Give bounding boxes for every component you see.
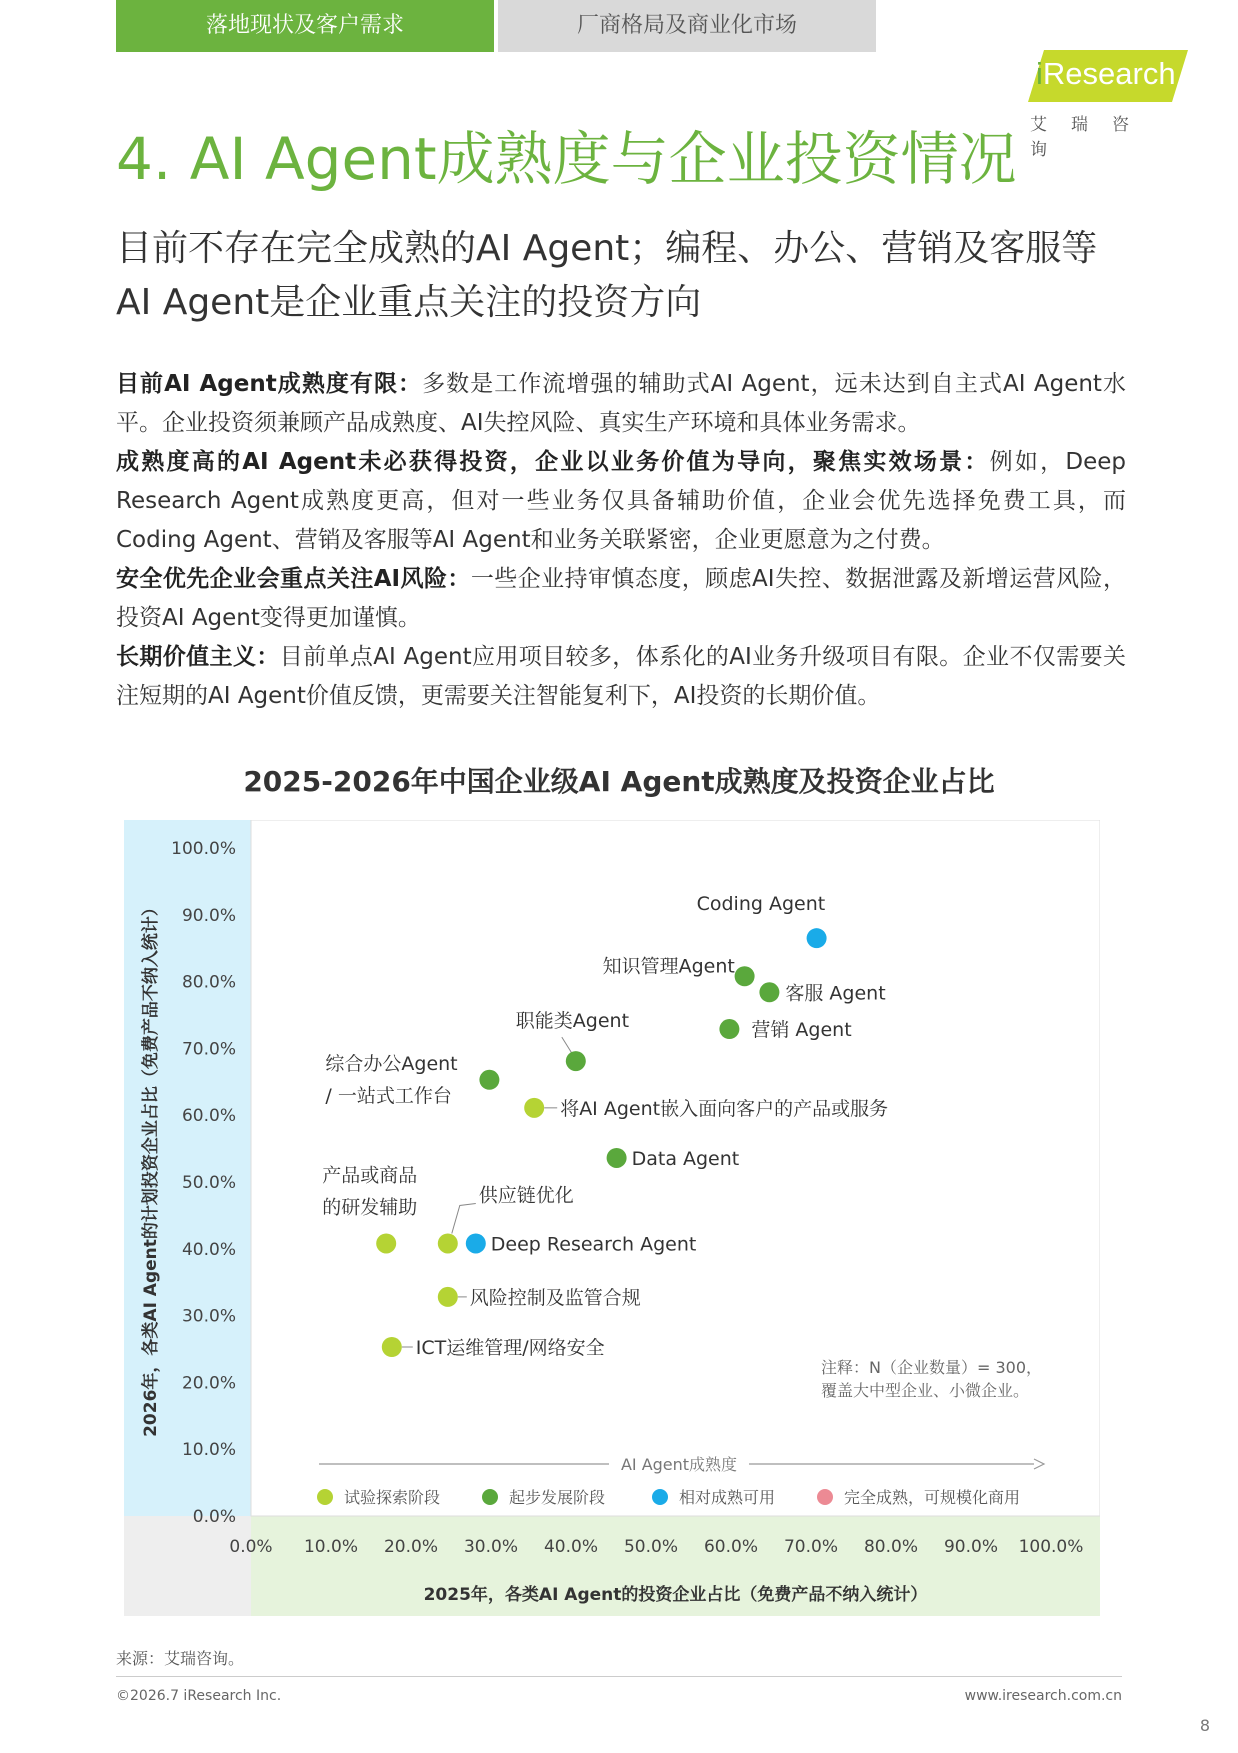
legend-label: 完全成熟，可规模化商用 <box>844 1488 1021 1507</box>
page-title: 4. AI Agent成熟度与企业投资情况 <box>116 125 1017 193</box>
data-point <box>607 1148 627 1168</box>
data-point-label: 的研发辅助 <box>322 1196 418 1219</box>
data-point-label: / 一站式工作台 <box>325 1084 452 1107</box>
x-tick-label: 90.0% <box>943 1537 999 1557</box>
y-tick-label: 40.0% <box>181 1239 236 1260</box>
y-tick-label: 100.0% <box>171 839 236 859</box>
data-point <box>719 1019 739 1039</box>
data-point <box>438 1233 458 1253</box>
x-tick-label: 0.0% <box>229 1537 273 1557</box>
paragraph-lead: 安全优先企业会重点关注AI风险： <box>116 566 471 592</box>
data-point-label: 职能类Agent <box>515 1010 630 1033</box>
legend-marker-full <box>817 1489 833 1505</box>
legend-marker-trial <box>317 1489 333 1505</box>
data-point-label: 综合办公Agent <box>325 1052 458 1075</box>
y-tick-label: 20.0% <box>181 1373 236 1394</box>
data-point-label: 营销 Agent <box>751 1019 852 1042</box>
legend-label: 试验探索阶段 <box>344 1488 441 1507</box>
legend-label: 起步发展阶段 <box>509 1488 606 1507</box>
data-point-label: Data Agent <box>631 1147 740 1170</box>
legend-marker-mature <box>652 1489 668 1505</box>
logo-cn: 艾瑞咨询 <box>1030 115 1153 160</box>
y-tick-label: 80.0% <box>181 972 236 993</box>
legend-label: 相对成熟可用 <box>679 1488 776 1507</box>
data-point-label: 风险控制及监管合规 <box>469 1286 641 1309</box>
data-point <box>566 1051 586 1071</box>
scatter-chart <box>124 820 1100 1616</box>
y-tick-label: 60.0% <box>181 1106 236 1127</box>
data-point <box>735 966 755 986</box>
corner-band <box>124 1516 251 1616</box>
data-point-label: ICT运维管理/网络安全 <box>415 1336 605 1359</box>
page-number: 8 <box>1199 1716 1210 1735</box>
x-tick-label: 80.0% <box>863 1537 919 1557</box>
y-tick-label: 0.0% <box>192 1507 236 1527</box>
x-tick-label: 60.0% <box>703 1537 759 1557</box>
x-tick-label: 20.0% <box>383 1537 439 1557</box>
data-point <box>382 1337 402 1357</box>
data-point <box>438 1287 458 1307</box>
maturity-arrow-label: AI Agent成熟度 <box>620 1455 738 1474</box>
legend-marker-early <box>482 1489 498 1505</box>
x-tick-label: 70.0% <box>783 1537 839 1557</box>
paragraph <box>116 365 1126 443</box>
x-tick-label: 50.0% <box>623 1537 679 1557</box>
chart-note: 注释：N（企业数量）= 300， <box>821 1358 1043 1377</box>
paragraph-body: 目前单点AI Agent应用项目较多，体系化的AI业务升级项目有限。企业不仅需要关注短期的AI Agent价值反馈，更需要关注智能复利下，AI投资的长期价值。 <box>116 644 1126 709</box>
paragraph <box>116 560 1126 638</box>
footer-divider <box>116 1676 1122 1677</box>
x-tick-label: 10.0% <box>303 1537 359 1557</box>
page-subtitle: 目前不存在完全成熟的AI Agent；编程、办公、营销及客服等AI Agent是企业重点关注的投资方向 <box>116 228 1098 323</box>
y-tick-label: 30.0% <box>181 1306 236 1327</box>
body-text <box>116 365 1126 716</box>
chart-svg <box>124 820 1100 1616</box>
data-point <box>479 1070 499 1090</box>
x-tick-label: 30.0% <box>463 1537 519 1557</box>
iresearch-logo <box>1022 48 1187 160</box>
source-note: 来源：艾瑞咨询。 <box>116 1649 245 1668</box>
tab-landing-status[interactable]: 落地现状及客户需求 <box>116 0 494 52</box>
y-axis-label: 2026年，各类AI Agent的计划投资企业占比（免费产品不纳入统计） <box>141 899 161 1437</box>
data-point-label: 产品或商品 <box>322 1164 418 1187</box>
footer-copyright: ©2026.7 iResearch Inc. <box>116 1688 282 1704</box>
data-point <box>807 928 827 948</box>
data-point <box>376 1233 396 1253</box>
y-tick-label: 50.0% <box>181 1173 236 1193</box>
paragraph-body: 例如，Deep Research Agent成熟度更高，但对一些业务仅具备辅助价值，企业会优先选择免费工具，而Coding Agent、营销及客服等AI Agent和业务关联紧密，企业更愿意为之付费。 <box>116 449 1126 553</box>
paragraph-body: 多数是工作流增强的辅助式AI Agent，远未达到自主式AI Agent水平。企业投资须兼顾产品成熟度、AI失控风险、真实生产环境和具体业务需求。 <box>116 371 1126 436</box>
data-point-label: 客服 Agent <box>785 982 886 1005</box>
paragraph <box>116 443 1126 560</box>
y-tick-label: 90.0% <box>181 905 236 926</box>
data-point <box>466 1233 486 1253</box>
data-point <box>524 1098 544 1118</box>
data-point-label: 知识管理Agent <box>602 955 735 978</box>
data-point-label: 将AI Agent嵌入面向客户的产品或服务 <box>560 1097 889 1120</box>
chart-note: 覆盖大中型企业、小微企业。 <box>821 1381 1030 1400</box>
paragraph-lead: 成熟度高的AI Agent未必获得投资，企业以业务价值为导向，聚焦实效场景： <box>116 449 990 475</box>
paragraph-lead: 长期价值主义： <box>116 644 280 670</box>
paragraph-lead: 目前AI Agent成熟度有限： <box>116 371 423 397</box>
x-tick-label: 40.0% <box>543 1537 599 1557</box>
logo-wordmark: iResearch <box>1036 56 1176 91</box>
paragraph-body: 一些企业持审慎态度，顾虑AI失控、数据泄露及新增运营风险，投资AI Agent变得更加谨慎。 <box>116 566 1126 631</box>
paragraph <box>116 638 1126 716</box>
x-axis-label: 2025年，各类AI Agent的投资企业占比（免费产品不纳入统计） <box>423 1585 928 1605</box>
y-tick-label: 70.0% <box>181 1039 236 1060</box>
data-point-label: Deep Research Agent <box>490 1233 697 1256</box>
data-point-label: 供应链优化 <box>478 1184 574 1207</box>
chart-title: 2025-2026年中国企业级AI Agent成熟度及投资企业占比 <box>243 765 995 798</box>
y-tick-label: 10.0% <box>181 1440 236 1461</box>
tab-vendor-landscape[interactable]: 厂商格局及商业化市场 <box>498 0 876 52</box>
footer-website: www.iresearch.com.cn <box>964 1688 1122 1704</box>
x-tick-label: 100.0% <box>1018 1537 1084 1557</box>
data-point <box>759 982 779 1002</box>
data-point-label: Coding Agent <box>696 893 826 916</box>
